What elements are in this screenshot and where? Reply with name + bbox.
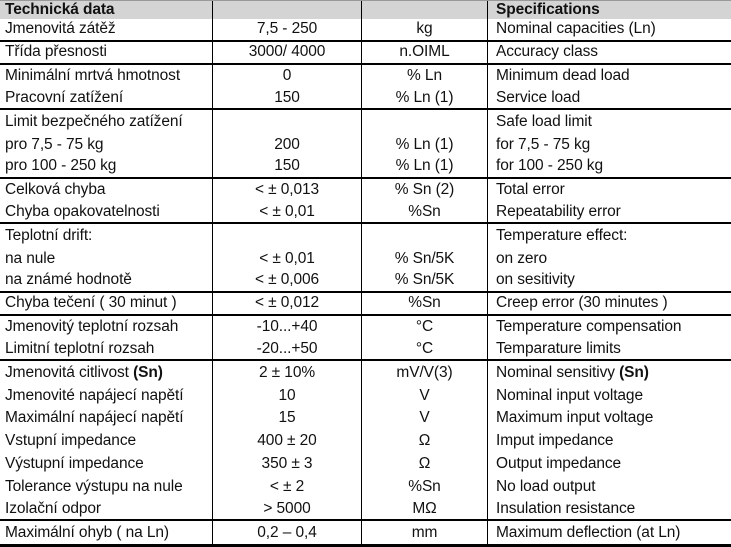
value-cell [212,430,361,453]
value-cell [212,65,361,88]
unit-cell [361,384,487,407]
czech-label-cell [0,156,212,177]
table-row [0,202,731,225]
unit-cell-text: mm [411,523,438,541]
czech-label-cell-text: pro 7,5 - 75 kg [5,135,104,153]
czech-label-cell [0,339,212,360]
value-cell-text: 10 [278,386,296,404]
table-row [0,498,731,521]
czech-label-cell-text: Maximální ohyb ( na Ln) [5,523,169,541]
english-label-cell-text: on sesitivity [496,271,575,289]
unit-cell-text: % Ln [407,67,442,85]
czech-label-cell-text: Limit bezpečného zatížení [5,112,183,130]
table-row [0,42,731,65]
czech-label-cell [0,110,212,133]
czech-label-cell-text: pro 100 - 250 kg [5,157,117,175]
english-label-cell [487,179,731,202]
value-cell [212,476,361,499]
value-cell-text: 200 [274,135,300,153]
unit-cell-text: Ω [418,455,431,473]
value-cell [212,179,361,202]
czech-label-cell-text: Chyba opakovatelnosti [5,203,160,220]
english-label-cell-text: Total error [496,181,565,199]
value-cell-text: 350 ± 3 [261,455,313,473]
value-cell-text: -10...+40 [256,318,318,336]
unit-cell-text: kg [416,20,433,38]
table-row [0,521,731,544]
czech-label-cell-text: Třída přesnosti [5,43,107,61]
czech-label-cell-text: Maximální napájecí napětí [5,409,184,427]
value-cell [212,407,361,430]
unit-cell-text: % Ln (1) [395,135,454,153]
english-label-cell-text: Nominal input voltage [496,386,643,404]
value-cell [212,19,361,40]
value-cell-text: < ± 0,013 [254,181,320,199]
unit-cell [361,65,487,88]
czech-label-cell-text: Tolerance výstupu na nule [5,477,183,495]
table-row [0,384,731,407]
value-cell [212,384,361,407]
unit-cell [361,430,487,453]
value-cell [212,42,361,63]
czech-label-cell-text: Pracovní zatížení [5,88,124,106]
value-cell [212,270,361,291]
table-row [0,65,731,88]
english-label-cell-text: Safe load limit [496,112,592,130]
value-cell [212,202,361,223]
english-label-cell-text: No load output [496,477,596,495]
unit-cell-text: n.OIML [399,43,450,61]
english-label-cell-text: Output impedance [496,455,622,473]
table-row [0,316,731,339]
value-cell [212,110,361,133]
value-cell [212,453,361,476]
header-unit-cell [361,1,487,19]
english-label-cell [487,42,731,63]
czech-label-cell [0,179,212,202]
english-label-cell-text: Temparature limits [496,339,621,357]
english-label-cell [487,316,731,339]
table-row [0,407,731,430]
value-cell [212,361,361,384]
table-row [0,247,731,270]
english-label-cell [487,133,731,156]
english-label-cell-text: Repeatability error [496,203,621,220]
english-label-cell [487,476,731,499]
czech-label-cell [0,87,212,108]
table-row [0,361,731,384]
unit-cell-text: % Sn/5K [394,271,455,289]
english-label-cell [487,110,731,133]
english-label-cell-text: Insulation resistance [496,499,636,517]
value-cell-text: 150 [274,157,300,175]
english-label-cell-text: Temperature compensation [496,318,682,336]
unit-cell [361,270,487,291]
unit-cell [361,339,487,360]
unit-cell [361,179,487,202]
unit-cell [361,453,487,476]
table-row [0,339,731,362]
english-label-cell-text: for 7,5 - 75 kg [496,135,591,153]
czech-label-cell-text: Jmenovitá citlivost (Sn) [5,363,163,381]
unit-cell-text: V [419,386,430,404]
unit-cell [361,316,487,339]
english-label-cell [487,453,731,476]
czech-label-cell-text: Jmenovité napájecí napětí [5,386,184,404]
czech-label-cell-text: Jmenovitá zátěž [5,20,116,38]
czech-label-cell-text: na známé hodnotě [5,271,132,289]
header-english-title [487,1,731,19]
value-cell-text: 3000/ 4000 [248,43,326,61]
table-header-row [0,1,731,19]
unit-cell-text: %Sn [408,294,441,312]
czech-label-cell [0,270,212,291]
english-label-cell-text: Accuracy class [496,43,598,61]
english-label-cell-text: Nominal capacities (Ln) [496,20,656,38]
english-label-cell-text: on zero [496,249,547,267]
czech-label-cell [0,19,212,40]
english-label-cell-text: Temperature effect: [496,226,628,244]
value-cell-text: < ± 0,012 [254,294,320,312]
english-label-cell [487,293,731,314]
value-cell-text: 150 [274,88,300,106]
english-label-cell [487,19,731,40]
czech-label-cell-text: Limitní teplotní rozsah [5,339,155,357]
english-label-cell [487,339,731,360]
czech-label-cell-text: Minimální mrtvá hmotnost [5,67,181,85]
czech-label-cell [0,498,212,519]
unit-cell [361,19,487,40]
value-cell-text: < ± 0,01 [259,203,315,220]
header-english-title-label: Specifications [496,1,600,18]
czech-label-cell [0,521,212,544]
czech-label-cell [0,476,212,499]
unit-cell [361,521,487,544]
value-cell [212,247,361,270]
value-cell-text: < ± 2 [269,477,305,495]
value-cell-text: 2 ± 10% [258,363,316,381]
czech-label-cell-text: na nule [5,249,56,267]
english-label-cell-text: Maximum input voltage [496,409,654,427]
czech-label-cell-text: Celková chyba [5,181,106,199]
value-cell-text: > 5000 [263,499,311,517]
value-cell [212,224,361,247]
english-label-cell [487,361,731,384]
unit-cell-text: % Ln (1) [395,157,454,175]
unit-cell [361,133,487,156]
value-cell [212,87,361,108]
header-czech-title-label: Technická data [5,1,115,18]
table-row [0,430,731,453]
czech-label-cell-text: Chyba tečení ( 30 minut ) [5,294,177,312]
unit-cell [361,42,487,63]
czech-label-cell [0,430,212,453]
table-row [0,453,731,476]
english-label-cell-text: Maximum deflection (at Ln) [496,523,681,541]
table-row [0,110,731,133]
value-cell [212,316,361,339]
english-label-cell [487,65,731,88]
unit-cell [361,476,487,499]
english-label-cell [487,407,731,430]
unit-cell [361,293,487,314]
czech-label-cell [0,133,212,156]
unit-cell-text: % Sn/5K [394,249,455,267]
czech-label-cell [0,224,212,247]
table-row [0,133,731,156]
unit-cell [361,247,487,270]
value-cell [212,156,361,177]
table-row [0,476,731,499]
unit-cell-text: mV/V(3) [396,363,453,381]
czech-label-cell [0,453,212,476]
unit-cell [361,110,487,133]
english-label-cell [487,430,731,453]
english-label-cell [487,247,731,270]
value-cell-text: < ± 0,01 [259,249,315,267]
value-cell-text: 0,2 – 0,4 [257,523,317,541]
value-cell [212,133,361,156]
czech-label-cell [0,384,212,407]
table-row [0,87,731,110]
value-cell-text: 15 [278,409,296,427]
czech-label-cell [0,407,212,430]
table-row [0,270,731,293]
header-czech-title [0,1,212,19]
english-label-cell [487,384,731,407]
english-label-cell-text: Nominal sensitivy (Sn) [496,363,649,381]
unit-cell-text: °C [415,318,434,336]
unit-cell-text: V [419,409,430,427]
unit-cell [361,156,487,177]
czech-label-cell-text: Výstupní impedance [5,455,144,473]
value-cell-text: 7,5 - 250 [256,20,318,38]
czech-label-cell [0,293,212,314]
czech-label-cell [0,202,212,223]
english-label-cell [487,202,731,223]
value-cell [212,521,361,544]
unit-cell-text: % Sn (2) [394,181,455,199]
table-row [0,293,731,316]
value-cell-text: < ± 0,006 [254,271,320,289]
english-label-cell [487,270,731,291]
english-label-cell [487,156,731,177]
czech-label-cell [0,316,212,339]
unit-cell-text: MΩ [412,499,437,517]
czech-label-cell-text: Izolační odpor [5,499,101,517]
czech-label-cell [0,42,212,63]
unit-cell-text: Ω [418,432,431,450]
value-cell-text: 400 ± 20 [257,432,317,450]
table-row [0,19,731,42]
table-row [0,224,731,247]
value-cell-text: -20...+50 [256,339,318,357]
english-label-cell [487,521,731,544]
english-label-cell-text: Minimum dead load [496,67,630,85]
value-cell [212,498,361,519]
czech-label-cell [0,361,212,384]
unit-cell [361,87,487,108]
english-label-cell-text: Creep error (30 minutes ) [496,294,668,312]
czech-label-cell [0,65,212,88]
czech-label-cell-text: Jmenovitý teplotní rozsah [5,318,179,336]
czech-label-cell-text: Vstupní impedance [5,432,136,450]
value-cell-text: 0 [282,67,292,85]
unit-cell-text: °C [415,339,434,357]
unit-cell [361,361,487,384]
unit-cell-text: % Ln (1) [395,88,454,106]
unit-cell-text: %Sn [408,203,441,220]
czech-label-cell-text: Teplotní drift: [5,226,93,244]
english-label-cell-text: Service load [496,88,581,106]
unit-cell [361,224,487,247]
english-label-cell [487,224,731,247]
english-label-cell [487,498,731,519]
value-cell [212,293,361,314]
czech-label-cell [0,247,212,270]
english-label-cell-text: for 100 - 250 kg [496,157,603,175]
table-row [0,179,731,202]
unit-cell [361,407,487,430]
unit-cell-text: %Sn [408,477,441,495]
unit-cell [361,202,487,223]
value-cell [212,339,361,360]
unit-cell [361,498,487,519]
table-row [0,156,731,179]
english-label-cell [487,87,731,108]
header-value-cell [212,1,361,19]
english-label-cell-text: Imput impedance [496,432,614,450]
